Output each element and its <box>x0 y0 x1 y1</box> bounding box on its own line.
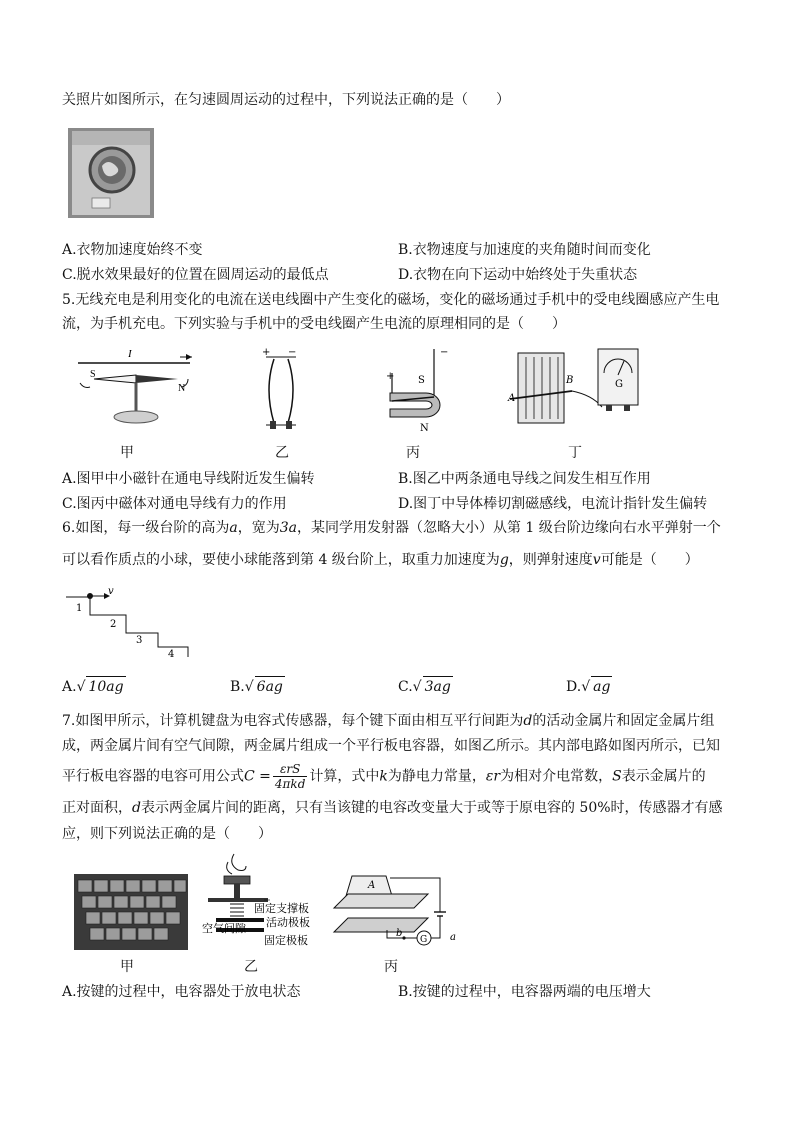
q5-stem-line2: 流，为手机充电。下列实验与手机中的受电线圈产生电流的原理相同的是（ ） <box>62 316 566 332</box>
fig-staircase-step1: 1 <box>76 603 83 614</box>
q6-option-d-label: D. <box>566 679 582 695</box>
q7-formula-lhs: C = <box>244 768 271 785</box>
q6-var-g: g <box>499 552 509 568</box>
fig-circuit-a-plate-label: A <box>368 880 376 891</box>
q6-stem-line2 <box>62 550 699 570</box>
q7-line2: 成，两金属片间有空气间隙，两金属片组成一个平行板电容器，如图乙所示。其内部电路如图丙所示，已知 <box>62 738 720 754</box>
q6-var-3a: 3a <box>279 520 297 536</box>
fig-key-structure <box>198 852 322 952</box>
fig-ding-g-label: G <box>615 379 623 390</box>
q7-formula-denominator: 4πkd <box>274 777 306 791</box>
fig-yi-minus-label: − <box>288 347 297 358</box>
q7-text: 表示两金属片间的距离，只有当该键的电容改变量大于或等于原电容的 50%时，传感器才有感 <box>140 800 723 816</box>
q4-option-c[interactable]: C.脱水效果最好的位置在圆周运动的最低点 <box>62 267 329 283</box>
fig-key-active-label: 活动极板 <box>266 917 310 929</box>
fig-jia-n-label: N <box>178 383 186 394</box>
fig-key-fixed-label: 固定极板 <box>264 935 308 947</box>
q4-stem: 关照片如图所示，在匀速圆周运动的过程中，下列说法正确的是（ ） <box>62 92 510 108</box>
q7-formula-numerator: εrS <box>273 762 307 777</box>
q5-stem-line1: 5.无线充电是利用变化的电流在送电线圈中产生变化的磁场，变化的磁场通过手机中的受电线圈感应产生电 <box>62 292 720 308</box>
fig-ding-b-label: B <box>566 375 574 386</box>
fig-bing-minus-label: − <box>440 347 449 358</box>
fig-staircase-step2: 2 <box>110 619 117 630</box>
q7-line1 <box>62 711 714 731</box>
q6-option-d-radicand: ag <box>591 676 612 697</box>
q6-text: ，则弹射速度 <box>508 552 593 568</box>
q7-var-d: d <box>132 800 141 816</box>
q6-text: 6.如图，每一级台阶的高为 <box>62 520 230 536</box>
q7-formula-fraction <box>273 762 307 791</box>
fig-circuit-a-point-label: a <box>450 932 456 943</box>
q7-text: 7.如图甲所示，计算机键盘为电容式传感器，每个键下面由相互平行间距为 <box>62 713 524 729</box>
q5-caption-yi: 乙 <box>275 445 289 461</box>
q7-line5: 应，则下列说法正确的是（ ） <box>62 826 272 842</box>
q7-option-a[interactable]: A.按键的过程中，电容器处于放电状态 <box>62 984 301 1000</box>
fig-ding-a-label: A <box>508 393 516 404</box>
q6-option-c-label: C. <box>398 679 413 695</box>
fig-staircase-step3: 3 <box>136 635 143 646</box>
q7-text: 为静电力常量， <box>387 768 486 785</box>
q6-text: 可能是（ ） <box>600 552 699 568</box>
fig-jia-compass <box>70 345 200 435</box>
q5-caption-jia: 甲 <box>120 445 134 461</box>
q7-line4 <box>62 798 723 818</box>
q4-option-a[interactable]: A.衣物加速度始终不变 <box>62 242 203 258</box>
q6-var-a: a <box>229 520 238 536</box>
q4-option-d[interactable]: D.衣物在向下运动中始终处于失重状态 <box>398 267 638 283</box>
q5-option-d[interactable]: D.图丁中导体棒切割磁感线，电流计指针发生偏转 <box>398 496 708 512</box>
q6-option-b[interactable]: B.√ 6ag <box>230 676 285 697</box>
q7-caption-jia: 甲 <box>120 959 134 975</box>
q6-text: ，宽为 <box>237 520 280 536</box>
fig-yi-parallel-wires <box>256 345 306 437</box>
fig-jia-s-label: S <box>90 369 96 380</box>
fig-bing-magnet-wire <box>374 343 454 435</box>
q7-text: 为相对介电常数， <box>500 768 613 785</box>
q7-var-er: εr <box>485 768 501 785</box>
q5-option-a[interactable]: A.图甲中小磁针在通电导线附近发生偏转 <box>62 471 315 487</box>
q6-text: 可以看作质点的小球，要使小球能落到第 4 级台阶上，取重力加速度为 <box>62 552 500 568</box>
q6-stem-line1 <box>62 518 721 538</box>
q6-option-a-radicand: 10ag <box>86 676 125 697</box>
q7-text: 计算，式中 <box>309 768 380 785</box>
fig-key-support-label: 固定支撑板 <box>254 903 309 915</box>
fig-circuit-g-label: G <box>420 935 428 945</box>
fig-keyboard-photo <box>74 874 188 950</box>
q6-option-a[interactable]: A.√ 10ag <box>62 676 126 697</box>
fig-circuit-b-label: b <box>396 928 403 939</box>
fig-key-air-label: 空气间隙 <box>202 923 246 935</box>
q7-var-k: k <box>379 768 388 785</box>
fig-jia-current-label: I <box>128 348 132 360</box>
q6-option-b-label: B. <box>230 679 245 695</box>
fig-ding-galvanometer <box>506 343 642 435</box>
washing-machine-photo <box>68 128 154 218</box>
q7-text: 平行板电容器的电容可用公式 <box>62 768 244 785</box>
q7-caption-bing: 丙 <box>384 959 398 975</box>
q6-option-c[interactable]: C.√ 3ag <box>398 676 453 697</box>
q6-option-d[interactable]: D.√ ag <box>566 676 612 697</box>
fig-bing-n-label: N <box>420 423 429 434</box>
q7-var-d: d <box>523 713 533 729</box>
q6-text: ，某同学用发射器（忽略大小）从第 1 级台阶边缘向右水平弹射一个 <box>296 520 721 536</box>
q6-var-v: v <box>592 552 601 568</box>
q4-option-b[interactable]: B.衣物速度与加速度的夹角随时间而变化 <box>398 242 651 258</box>
q6-option-c-radicand: 3ag <box>423 676 453 697</box>
q5-option-c[interactable]: C.图丙中磁体对通电导线有力的作用 <box>62 496 287 512</box>
q5-option-b[interactable]: B.图乙中两条通电导线之间发生相互作用 <box>398 471 651 487</box>
q6-option-a-label: A. <box>62 679 77 695</box>
q5-caption-ding: 丁 <box>568 445 582 461</box>
q7-line3 <box>62 762 706 791</box>
q7-var-s: S <box>612 768 622 785</box>
fig-yi-plus-label: + <box>262 347 271 358</box>
fig-bing-plus-label: + <box>386 371 395 382</box>
q7-text: 正对面积， <box>62 800 132 816</box>
fig-bing-s-label: S <box>418 375 425 386</box>
q7-option-b[interactable]: B.按键的过程中，电容器两端的电压增大 <box>398 984 651 1000</box>
q6-option-b-radicand: 6ag <box>255 676 285 697</box>
fig-staircase <box>64 585 200 661</box>
fig-capacitor-circuit <box>330 858 468 954</box>
q7-text: 的活动金属片和固定金属片组 <box>532 713 715 729</box>
fig-staircase-step4: 4 <box>168 649 175 660</box>
q7-caption-yi: 乙 <box>244 959 258 975</box>
q7-text: 表示金属片的 <box>621 768 706 785</box>
fig-staircase-v-label: v <box>108 586 114 597</box>
q5-caption-bing: 丙 <box>406 445 420 461</box>
